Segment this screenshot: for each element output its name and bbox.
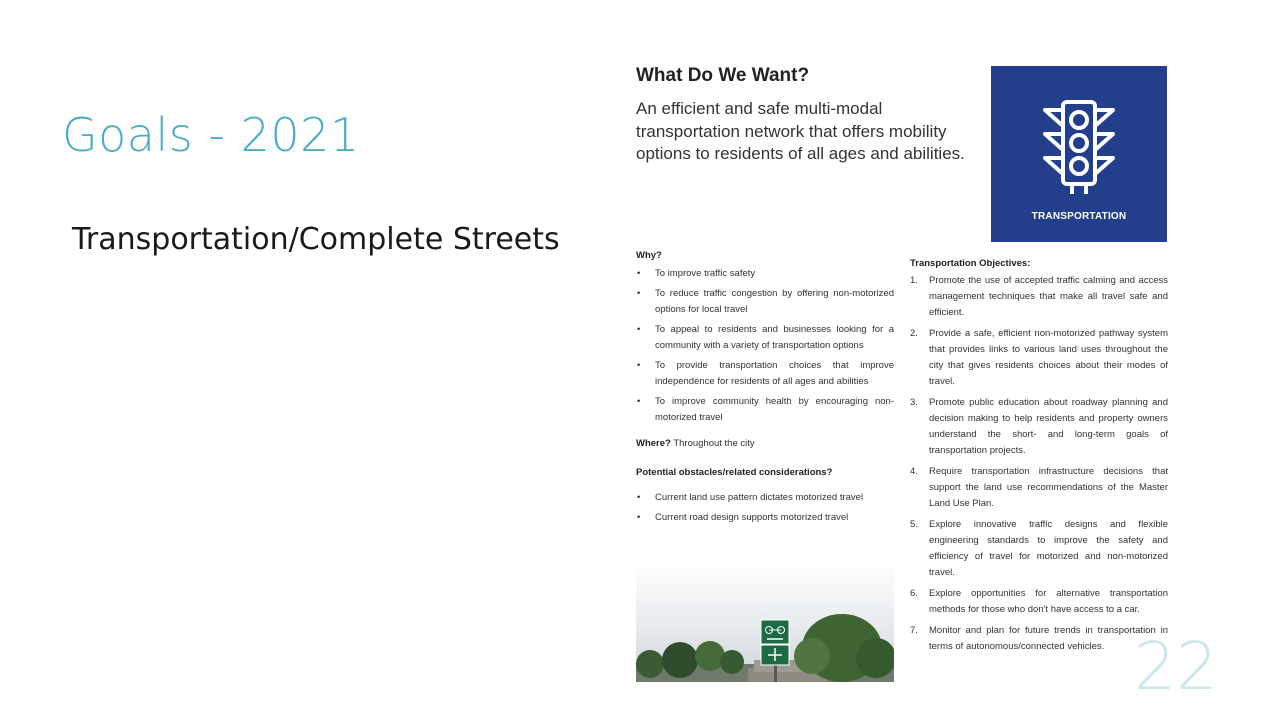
item-number: 3. [910,397,918,408]
objectives-section [910,256,1168,660]
item-text: Promote public education about roadway planning and decision making to help residents and property owners understand the short- and long-term goals of transportation projects. [929,397,1168,456]
obstacles-list [636,490,894,526]
list-item [910,623,1168,655]
why-list [636,266,894,426]
item-text: Explore innovative traffic designs and flexible engineering standards to improve the safety and efficiency of travel for motorized and non-motorized travel. [929,519,1168,578]
document-heading: What Do We Want? [636,65,810,86]
why-section [636,248,894,530]
item-text: Explore opportunities for alternative transportation methods for those who don't have access to a car. [929,588,1168,615]
transportation-badge [991,66,1167,242]
list-item [910,395,1168,459]
list-item [910,517,1168,581]
obstacles-heading: Potential obstacles/related considerations? [636,467,833,478]
item-number: 5. [910,519,918,530]
street-scene-image [636,560,894,682]
slide-title: Goals - 2021 [62,108,360,162]
list-item: • To reduce traffic congestion by offering non-motorized options for local travel [636,286,894,318]
item-number: 6. [910,588,918,599]
list-item: • To improve traffic safety [636,266,894,282]
document-excerpt [628,60,1180,690]
badge-label: TRANSPORTATION [1031,211,1127,222]
item-text: Require transportation infrastructure decisions that support the land use recommendations of the Master Land Use Plan. [929,466,1168,509]
list-item [910,586,1168,618]
objectives-heading: Transportation Objectives: [910,258,1031,269]
list-item: • Current road design supports motorized travel [636,510,894,526]
document-intro: An efficient and safe multi-modal transportation network that offers mobility options to residents of all ages and abilities. [636,99,965,163]
list-item: • To improve community health by encouraging non-motorized travel [636,394,894,426]
page-number: 22 [1134,628,1218,705]
objectives-list [910,273,1168,655]
list-item [910,326,1168,390]
list-item [910,464,1168,512]
where-line [636,436,894,452]
street-photo [636,560,894,682]
item-text: Provide a safe, efficient non-motorized pathway system that provides links to various land uses throughout the city that gives residents choices about their modes of travel. [929,328,1168,387]
item-text: Promote the use of accepted traffic calming and access management techniques that make all travel safe and efficient. [929,275,1168,318]
item-number: 4. [910,466,918,477]
item-text: Monitor and plan for future trends in transportation in terms of autonomous/connected vehicles. [929,625,1168,652]
item-number: 2. [910,328,918,339]
list-item [910,273,1168,321]
item-number: 7. [910,625,918,636]
traffic-light-icon [1039,96,1119,196]
why-heading: Why? [636,250,662,261]
list-item: • To appeal to residents and businesses looking for a community with a variety of transportation options [636,322,894,354]
list-item: • To provide transportation choices that improve independence for residents of all ages and abilities [636,358,894,390]
where-label: Where? [636,438,671,449]
where-value: Throughout the city [673,438,755,449]
list-item: • Current land use pattern dictates motorized travel [636,490,894,506]
slide-subtitle: Transportation/Complete Streets [72,222,560,257]
item-number: 1. [910,275,918,286]
